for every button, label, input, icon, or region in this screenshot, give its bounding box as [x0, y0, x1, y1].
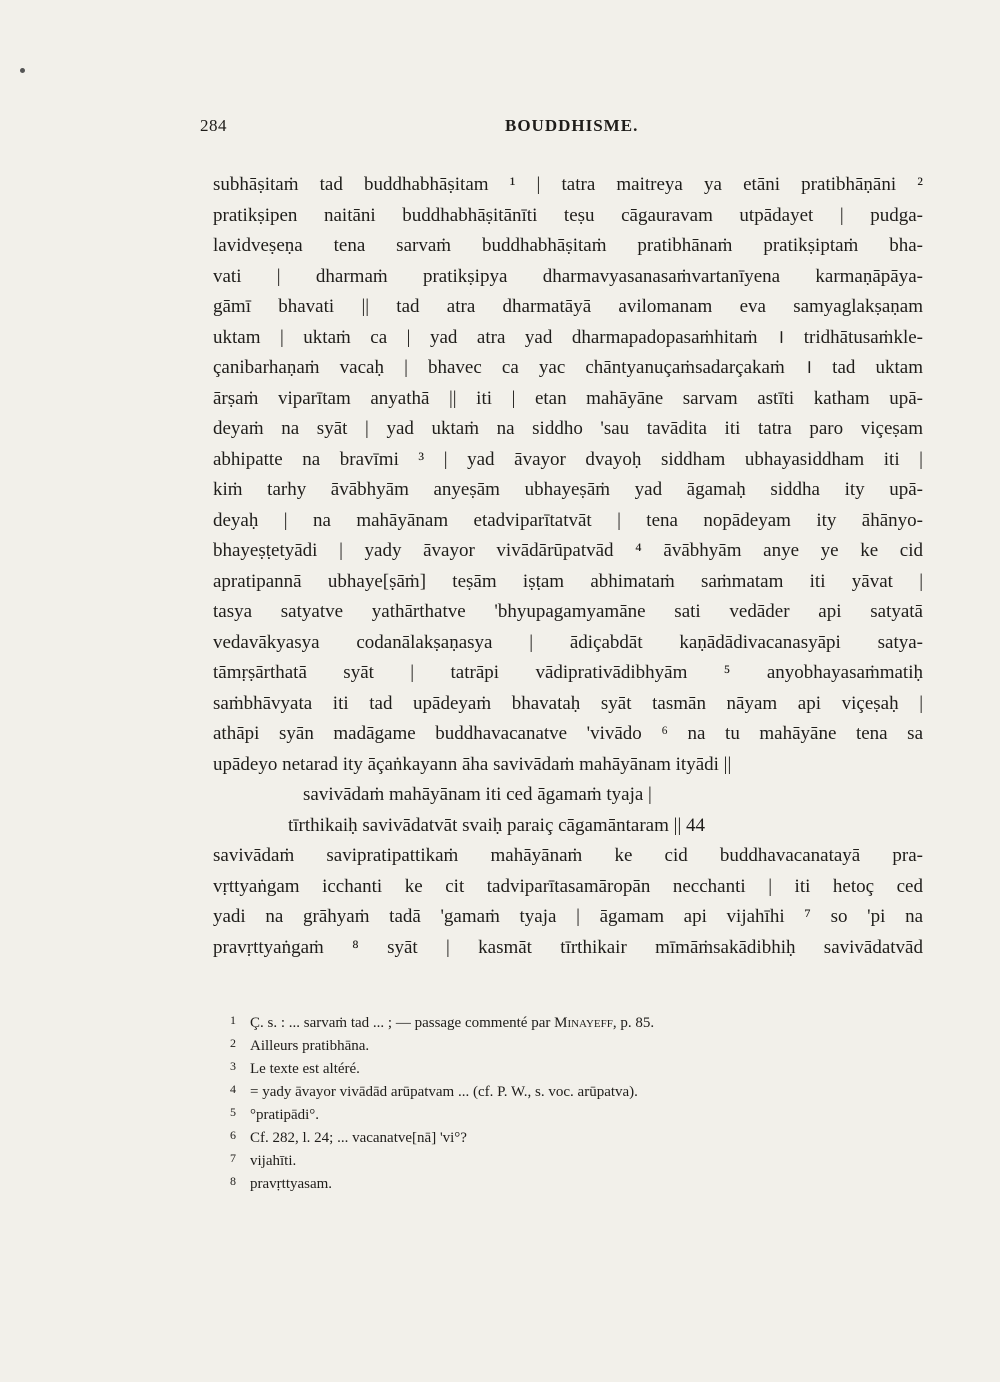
text-line: vṛttyaṅgam icchanti ke cit tadviparītasamāropān necchanti | iti hetoç ced	[213, 875, 923, 897]
footnote-text: Cf. 282, l. 24; ... vacanatve[nā] 'vi°?	[250, 1130, 467, 1146]
text-line: apratipannā ubhaye[ṣāṁ] teṣām iṣṭam abhimataṁ saṁmatam iti yāvat |	[213, 570, 923, 592]
text-line: pratikṣipen naitāni buddhabhāṣitānīti teṣu cāgauravam utpādayet | pudga-	[213, 204, 923, 226]
footnote	[230, 1079, 870, 1102]
text-line: lavidveṣeṇa tena sarvaṁ buddhabhāṣitaṁ pratibhānaṁ pratikṣiptaṁ bha-	[213, 235, 923, 256]
ink-speck	[20, 68, 25, 73]
footnote	[230, 1102, 870, 1125]
footnote-text: Le texte est altéré.	[250, 1061, 360, 1077]
footnote-author: Minayeff	[554, 1015, 613, 1031]
footnotes	[230, 1010, 870, 1194]
footnote	[230, 1010, 870, 1033]
text-line: tasya satyatve yathārthatve 'bhyupagamyamāne sati vedāder api satyatā	[213, 601, 923, 622]
footnote	[230, 1033, 870, 1056]
footnote-mark: 1	[230, 1013, 236, 1027]
footnote-text: Ç. s. : ... sarvaṁ tad ... ; — passage commenté par	[250, 1015, 555, 1031]
footnote	[230, 1171, 870, 1194]
text-line: athāpi syān madāgame buddhavacanatve 'vivādo ⁶ na tu mahāyāne tena sa	[213, 723, 923, 744]
footnote-text: Ailleurs pratibhāna.	[250, 1038, 370, 1054]
text-line: upādeyo netarad ity āçaṅkayann āha savivādaṁ mahāyānam ityādi ||	[213, 753, 732, 775]
footnote-mark: 6	[230, 1128, 236, 1142]
text-line: vati | dharmaṁ pratikṣipya dharmavyasanasaṁvartanīyena karmaṇāpāya-	[213, 265, 923, 287]
footnote-tail: , p. 85.	[612, 1015, 655, 1031]
text-line: subhāṣitaṁ tad buddhabhāṣitam ¹ | tatra maitreya ya etāni pratibhāṇāni ²	[213, 174, 923, 195]
footnote-mark: 5	[230, 1105, 236, 1119]
text-line: deyaṁ na syāt | yad uktaṁ na siddho 'sau tavādita iti tatra paro viçeṣam	[213, 418, 923, 439]
footnote-text: pravṛttyasam.	[250, 1176, 333, 1192]
text-line: çanibarhaṇaṁ vacaḥ | bhavec ca yac chāntyanuçaṁsadarçakaṁ । tad uktam	[213, 357, 923, 378]
footnote-mark: 8	[230, 1174, 236, 1188]
text-line: savivādaṁ savipratipattikaṁ mahāyānaṁ ke cid buddhavacanatayā pra-	[213, 845, 923, 866]
text-line: yadi na grāhyaṁ tadā 'gamaṁ tyaja | āgamam api vijahīhi ⁷ so 'pi na	[213, 906, 923, 927]
text-line: deyaḥ | na mahāyānam etadviparītatvāt | tena nopādeyam ity āhānyo-	[213, 509, 923, 531]
page-number: 284	[200, 116, 227, 135]
footnote	[230, 1148, 870, 1171]
text-line: tāmṛṣārthatā syāt | tatrāpi vādiprativādibhyām ⁵ anyobhayasaṁmatiḥ	[213, 662, 923, 683]
footnote-text: vijahīti.	[250, 1153, 297, 1169]
text-line: uktam | uktaṁ ca | yad atra yad dharmapadopasaṁhitaṁ । tridhātusaṁkle-	[213, 326, 923, 348]
footnote-mark: 3	[230, 1059, 236, 1073]
footnote	[230, 1125, 870, 1148]
footnote-mark: 7	[230, 1151, 236, 1165]
text-line: saṁbhāvyata iti tad upādeyaṁ bhavataḥ syāt tasmān nāyam api viçeṣaḥ |	[213, 692, 923, 714]
footnote-mark: 2	[230, 1036, 236, 1050]
text-line: pravṛttyaṅgaṁ ⁸ syāt | kasmāt tīrthikair mīmāṁsakādibhiḥ savivādatvād	[213, 936, 923, 958]
footnote-text: °pratipādi°.	[250, 1107, 320, 1123]
footnote-text: = yady āvayor vivādād arūpatvam ... (cf. P. W., s. voc. arūpatva).	[250, 1084, 638, 1100]
text-line: kiṁ tarhy āvābhyām anyeṣām ubhayeṣāṁ yad āgamaḥ siddha ity upā-	[213, 479, 923, 500]
main-text	[213, 170, 923, 963]
footnote-mark: 4	[230, 1082, 236, 1096]
text-line: bhayeṣṭetyādi | yady āvayor vivādārūpatvād ⁴ āvābhyām anye ye ke cid	[213, 540, 923, 561]
running-title: BOUDDHISME.	[505, 116, 639, 135]
text-line: ārṣaṁ viparītam anyathā || iti | etan mahāyāne sarvam astīti katham upā-	[213, 387, 923, 409]
verse-line: tīrthikaiḥ savivādatvāt svaiḥ paraiç cāgamāntaram || 44	[288, 814, 705, 836]
text-line: vedavākyasya codanālakṣaṇasya | ādiçabdāt kaṇādādivacanasyāpi satya-	[213, 631, 923, 653]
text-line: abhipatte na bravīmi ³ | yad āvayor dvayoḥ siddham ubhayasiddham iti |	[213, 448, 923, 470]
text-line: gāmī bhavati || tad atra dharmatāyā avilomanam eva samyaglakṣaṇam	[213, 296, 923, 317]
footnote	[230, 1056, 870, 1079]
verse-line: savivādaṁ mahāyānam iti ced āgamaṁ tyaja |	[303, 784, 652, 805]
